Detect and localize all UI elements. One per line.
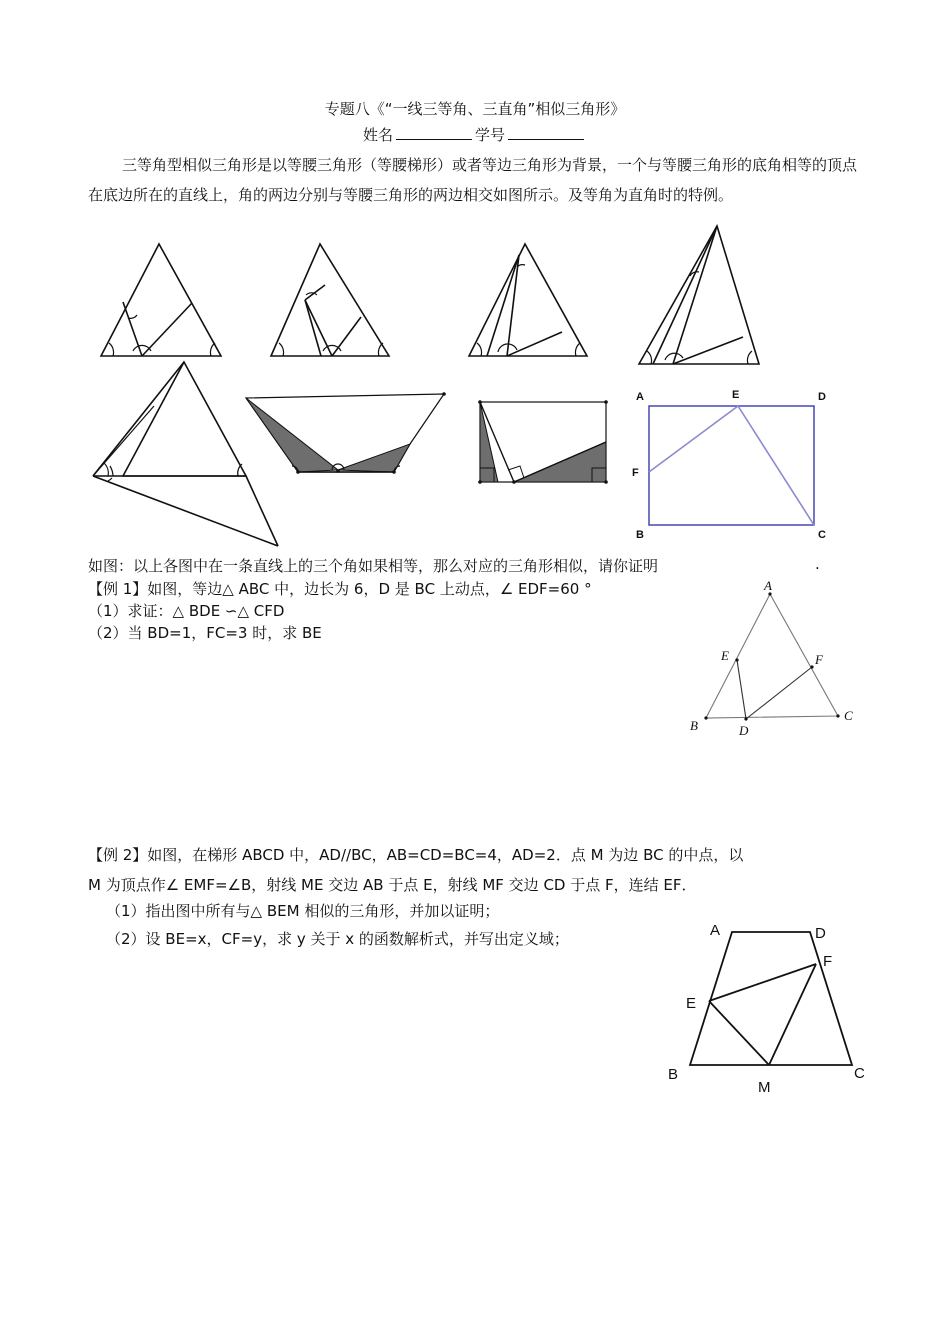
rect-label-f: F: [632, 467, 639, 479]
id-blank: [508, 125, 584, 140]
ex2-label-f: F: [823, 953, 833, 970]
example1-figure: [684, 578, 864, 747]
figure-trapezoid-shaded: [242, 390, 452, 484]
example1-line1: 【例 1】如图，等边△ ABC 中，边长为 6，D 是 BC 上动点，∠ EDF=60 °: [88, 580, 592, 598]
page-title: 专题八《“一线三等角、三直角”相似三角形》: [324, 100, 626, 118]
ex2-label-e: E: [686, 995, 697, 1012]
figure-triangle-2: [265, 235, 400, 369]
figure-triangle-4: [633, 222, 768, 376]
example2-line1: 【例 2】如图，在梯形 ABCD 中，AD//BC，AB=CD=BC=4，AD=2．点 M 为边 BC 的中点，以: [88, 846, 744, 864]
id-label: 学号: [475, 126, 506, 144]
ex1-label-b: B: [690, 718, 698, 733]
figure-rectangle-shaded: [476, 398, 611, 492]
ex2-label-m: M: [758, 1079, 771, 1096]
ex1-label-a: A: [764, 578, 772, 593]
name-id-row: [0, 124, 950, 145]
prompt-end: .: [815, 555, 820, 573]
ex1-label-f: F: [815, 652, 823, 667]
rect-label-a: A: [636, 391, 644, 403]
ex2-label-d: D: [815, 925, 826, 942]
example2-q1: （1）指出图中所有与△ BEM 相似的三角形，并加以证明；: [106, 902, 500, 920]
example2-q2: （2）设 BE=x，CF=y，求 y 关于 x 的函数解析式，并写出定义域；: [106, 930, 569, 948]
figure-triangle-1: [95, 235, 230, 369]
example1-q1: （1）求证：△ BDE ∽△ CFD: [88, 602, 285, 620]
ex1-label-e: E: [721, 648, 729, 663]
figure-triangle-3: [463, 235, 598, 369]
example1-q2: （2）当 BD=1，FC=3 时，求 BE: [88, 624, 322, 642]
rect-label-b: B: [636, 529, 644, 541]
rect-label-d: D: [818, 391, 826, 403]
rect-label-c: C: [818, 529, 826, 541]
name-label: 姓名: [362, 126, 393, 144]
name-blank: [396, 125, 472, 140]
ex2-label-c: C: [854, 1065, 865, 1082]
intro-paragraph: 三等角型相似三角形是以等腰三角形（等腰梯形）或者等边三角形为背景，一个与等腰三角形的底角相等的顶点在底边所在的直线上，角的两边分别与等腰三角形的两边相交如图所示。及等角为直角时的特例。: [88, 156, 858, 204]
ex1-label-d: D: [739, 723, 749, 738]
prompt-text: 如图：以上各图中在一条直线上的三个角如果相等，那么对应的三角形相似，请你证明: [88, 557, 659, 575]
ex2-label-a: A: [710, 922, 721, 939]
ex2-label-b: B: [668, 1066, 679, 1083]
figure-rectangle-aedcbf: [628, 386, 833, 550]
rect-label-e: E: [732, 389, 740, 401]
example2-line2: M 为顶点作∠ EMF=∠B，射线 ME 交边 AB 于点 E，射线 MF 交边 CD 于点 F，连结 EF．: [88, 876, 697, 894]
ex1-label-c: C: [844, 708, 853, 723]
example2-figure: [665, 918, 875, 1102]
